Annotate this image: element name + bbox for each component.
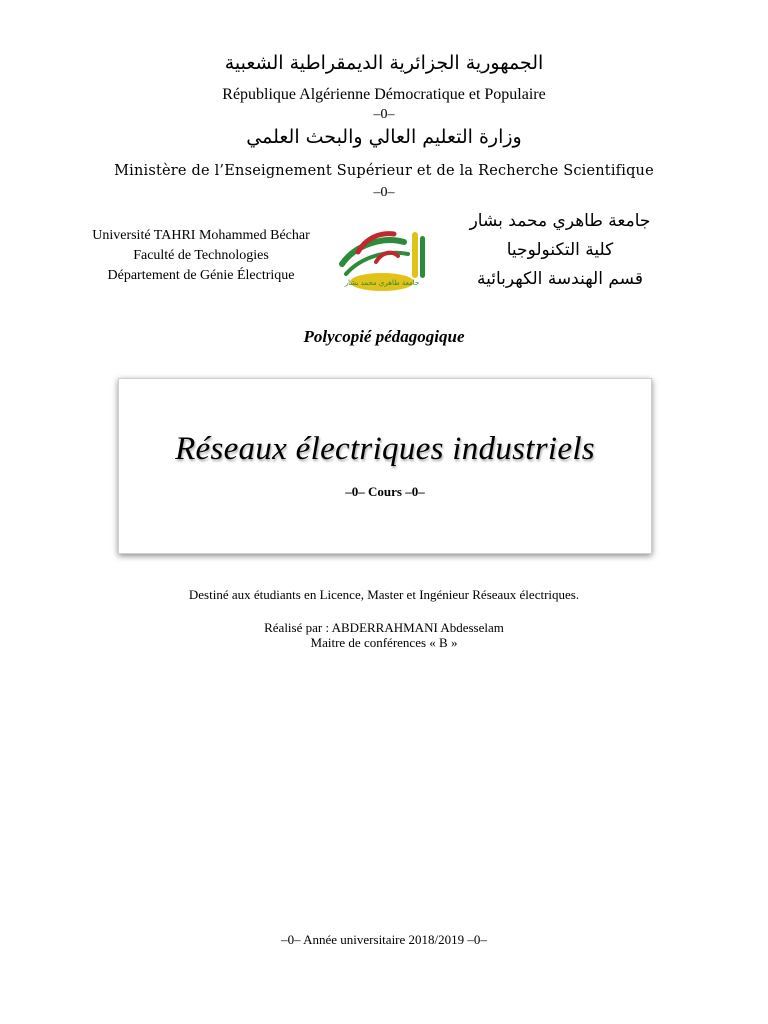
academic-year: –0– Année universitaire 2018/2019 –0– — [281, 932, 487, 947]
arabic-republic-heading: الجمهورية الجزائرية الديمقراطية الشعبية — [224, 52, 544, 74]
document-subtitle: –0– Cours –0– — [345, 484, 425, 499]
document-type: Polycopié pédagogique — [303, 327, 465, 346]
university-logo — [336, 222, 436, 298]
republic-heading: République Algérienne Démocratique et Populaire — [222, 86, 546, 103]
institution-block-ar — [460, 207, 660, 294]
author-text: Réalisé par : ABDERRAHMANI Abdesselam — [264, 620, 504, 635]
logo-caption: جامعة طاهري محمد بشار — [344, 279, 420, 287]
faculty-name: Faculté de Technologies — [133, 248, 269, 263]
document-title: Réseaux électriques industriels — [175, 431, 595, 467]
audience-text: Destiné aux étudiants en Licence, Master et Ingénieur Réseaux électriques. — [188, 587, 580, 602]
department-name: Département de Génie Électrique — [107, 268, 295, 283]
author-rank: Maitre de conférences « B » — [310, 635, 458, 650]
department-name-ar: قسم الهندسة الكهربائية — [477, 269, 643, 289]
university-name: Université TAHRI Mohammed Béchar — [92, 228, 310, 243]
arabic-ministry-heading: وزارة التعليم العالي والبحث العلمي — [246, 126, 522, 148]
title-box — [118, 378, 652, 554]
faculty-name-ar: كلية التكنولوجيا — [506, 240, 614, 260]
separator: –0– — [373, 185, 395, 200]
separator: –0– — [373, 107, 395, 122]
university-name-ar: جامعة طاهري محمد بشار — [469, 211, 651, 231]
institution-block-fr — [78, 226, 324, 286]
ministry-heading: Ministère de l’Enseignement Supérieur et de la Recherche Scientifique — [114, 163, 654, 179]
